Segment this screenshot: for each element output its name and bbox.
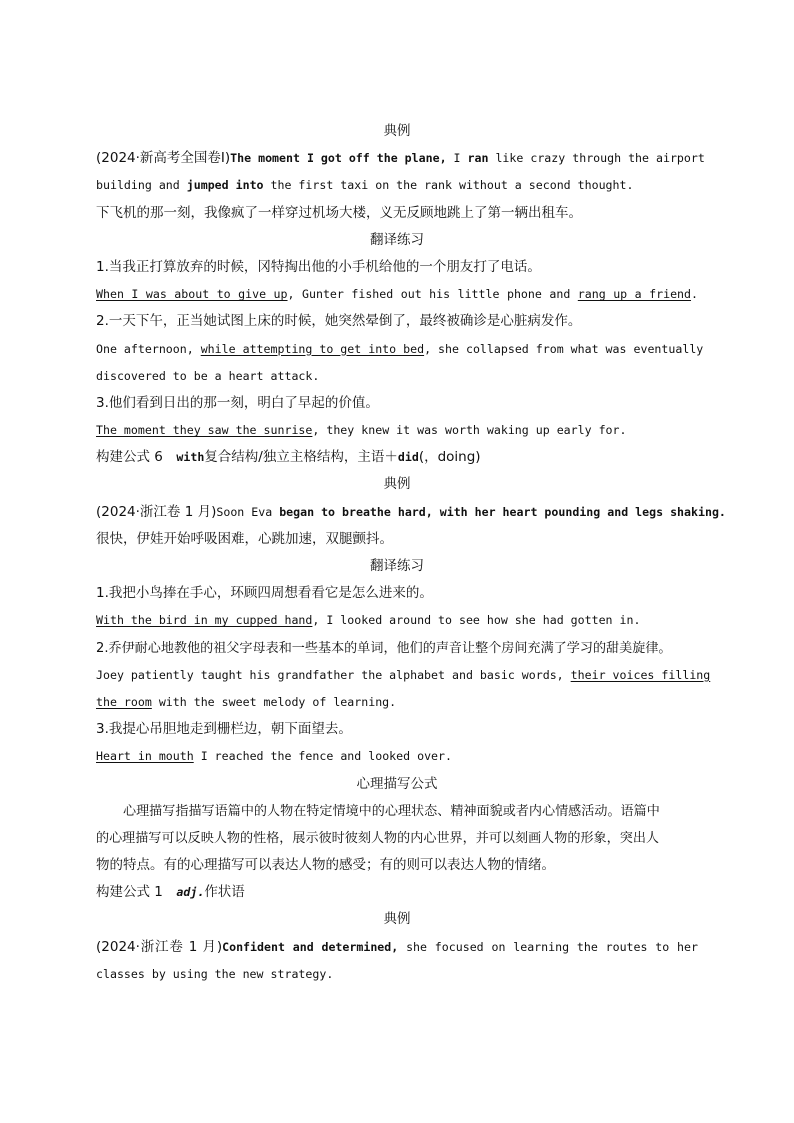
practice-question: 2.乔伊耐心地教他的祖父字母表和一些基本的单词，他们的声音让整个房间充满了学习的甜美旋律。 [96,640,672,656]
formula-title: 构建公式 6 with复合结构/独立主格结构，主语＋did(，doing) [96,449,481,466]
document-page [96,118,726,988]
example-translation: 下飞机的那一刻，我像疯了一样穿过机场大楼，义无反顾地跳上了第一辆出租车。 [96,204,582,221]
practice-heading: 翻译练习 [370,231,424,248]
practice-question: 1.当我正打算放弃的时候，冈特掏出他的小手机给他的一个朋友打了电话。 [96,258,541,275]
practice-question: 3.他们看到日出的那一刻，明白了早起的价值。 [96,394,379,411]
practice-question: 1.我把小鸟捧在手心，环顾四周想看看它是怎么进来的。 [96,585,433,602]
practice-answer: With the bird in my cupped hand, I looked around to see how she had gotten in. [96,613,641,628]
practice-answer: Heart in mouth I reached the fence and looked over. [96,749,452,764]
practice-answer-cont: discovered to be a heart attack. [96,368,320,383]
practice-question: 3.我提心吊胆地走到栅栏边，朝下面望去。 [96,721,352,738]
source-label: (2024·浙江卷 1 月) [96,503,217,520]
practice-answer: When I was about to give up, Gunter fished out his little phone and rang up a friend. [96,287,698,302]
example-translation: 很快，伊娃开始呼吸困难，心跳加速，双腿颤抖。 [96,530,393,547]
example-heading: 典例 [383,476,411,493]
practice-answer-cont: the room with the sweet melody of learning. [96,694,397,709]
example-sentence-cont: building and jumped into the first taxi on the rank without a second thought. [96,178,634,193]
paragraph-line: 的心理描写可以反映人物的性格，展示彼时彼刻人物的内心世界，并可以刻画人物的形象，突出人 [96,830,660,846]
practice-answer: One afternoon, while attempting to get into bed, she collapsed from what was eventually [96,341,704,356]
example-heading: 典例 [383,911,411,928]
example-heading: 典例 [383,123,411,139]
example-sentence: (2024·浙江卷 1 月)Soon Eva began to breathe hard, with her heart pounding and legs shaking. [96,503,726,520]
example-sentence: (2024·新高考全国卷Ⅰ)The moment I got off the plane, I ran like crazy through the airport [96,150,705,167]
practice-answer: The moment they saw the sunrise, they knew it was worth waking up early for. [96,423,627,438]
paragraph-line: 物的特点。有的心理描写可以表达人物的感受；有的则可以表达人物的情绪。 [96,857,555,874]
formula-title: 构建公式 1 adj.作状语 [96,884,245,901]
section-heading: 心理描写公式 [356,775,438,792]
source-label: (2024·新高考全国卷Ⅰ) [96,150,231,167]
example-sentence-cont: classes by using the new strategy. [96,966,334,981]
paragraph-line: 心理描写指描写语篇中的人物在特定情境中的心理状态、精神面貌或者内心情感活动。语篇中 [123,803,660,819]
practice-answer: Joey patiently taught his grandfather the alphabet and basic words, their voices filling [96,667,711,682]
practice-heading: 翻译练习 [370,558,424,574]
example-sentence: (2024·浙江卷 1 月)Confident and determined, she focused on learning the routes to her [96,938,698,955]
practice-question: 2.一天下午，正当她试图上床的时候，她突然晕倒了，最终被确诊是心脏病发作。 [96,313,582,330]
source-label: (2024·浙江卷 1 月) [96,938,223,955]
